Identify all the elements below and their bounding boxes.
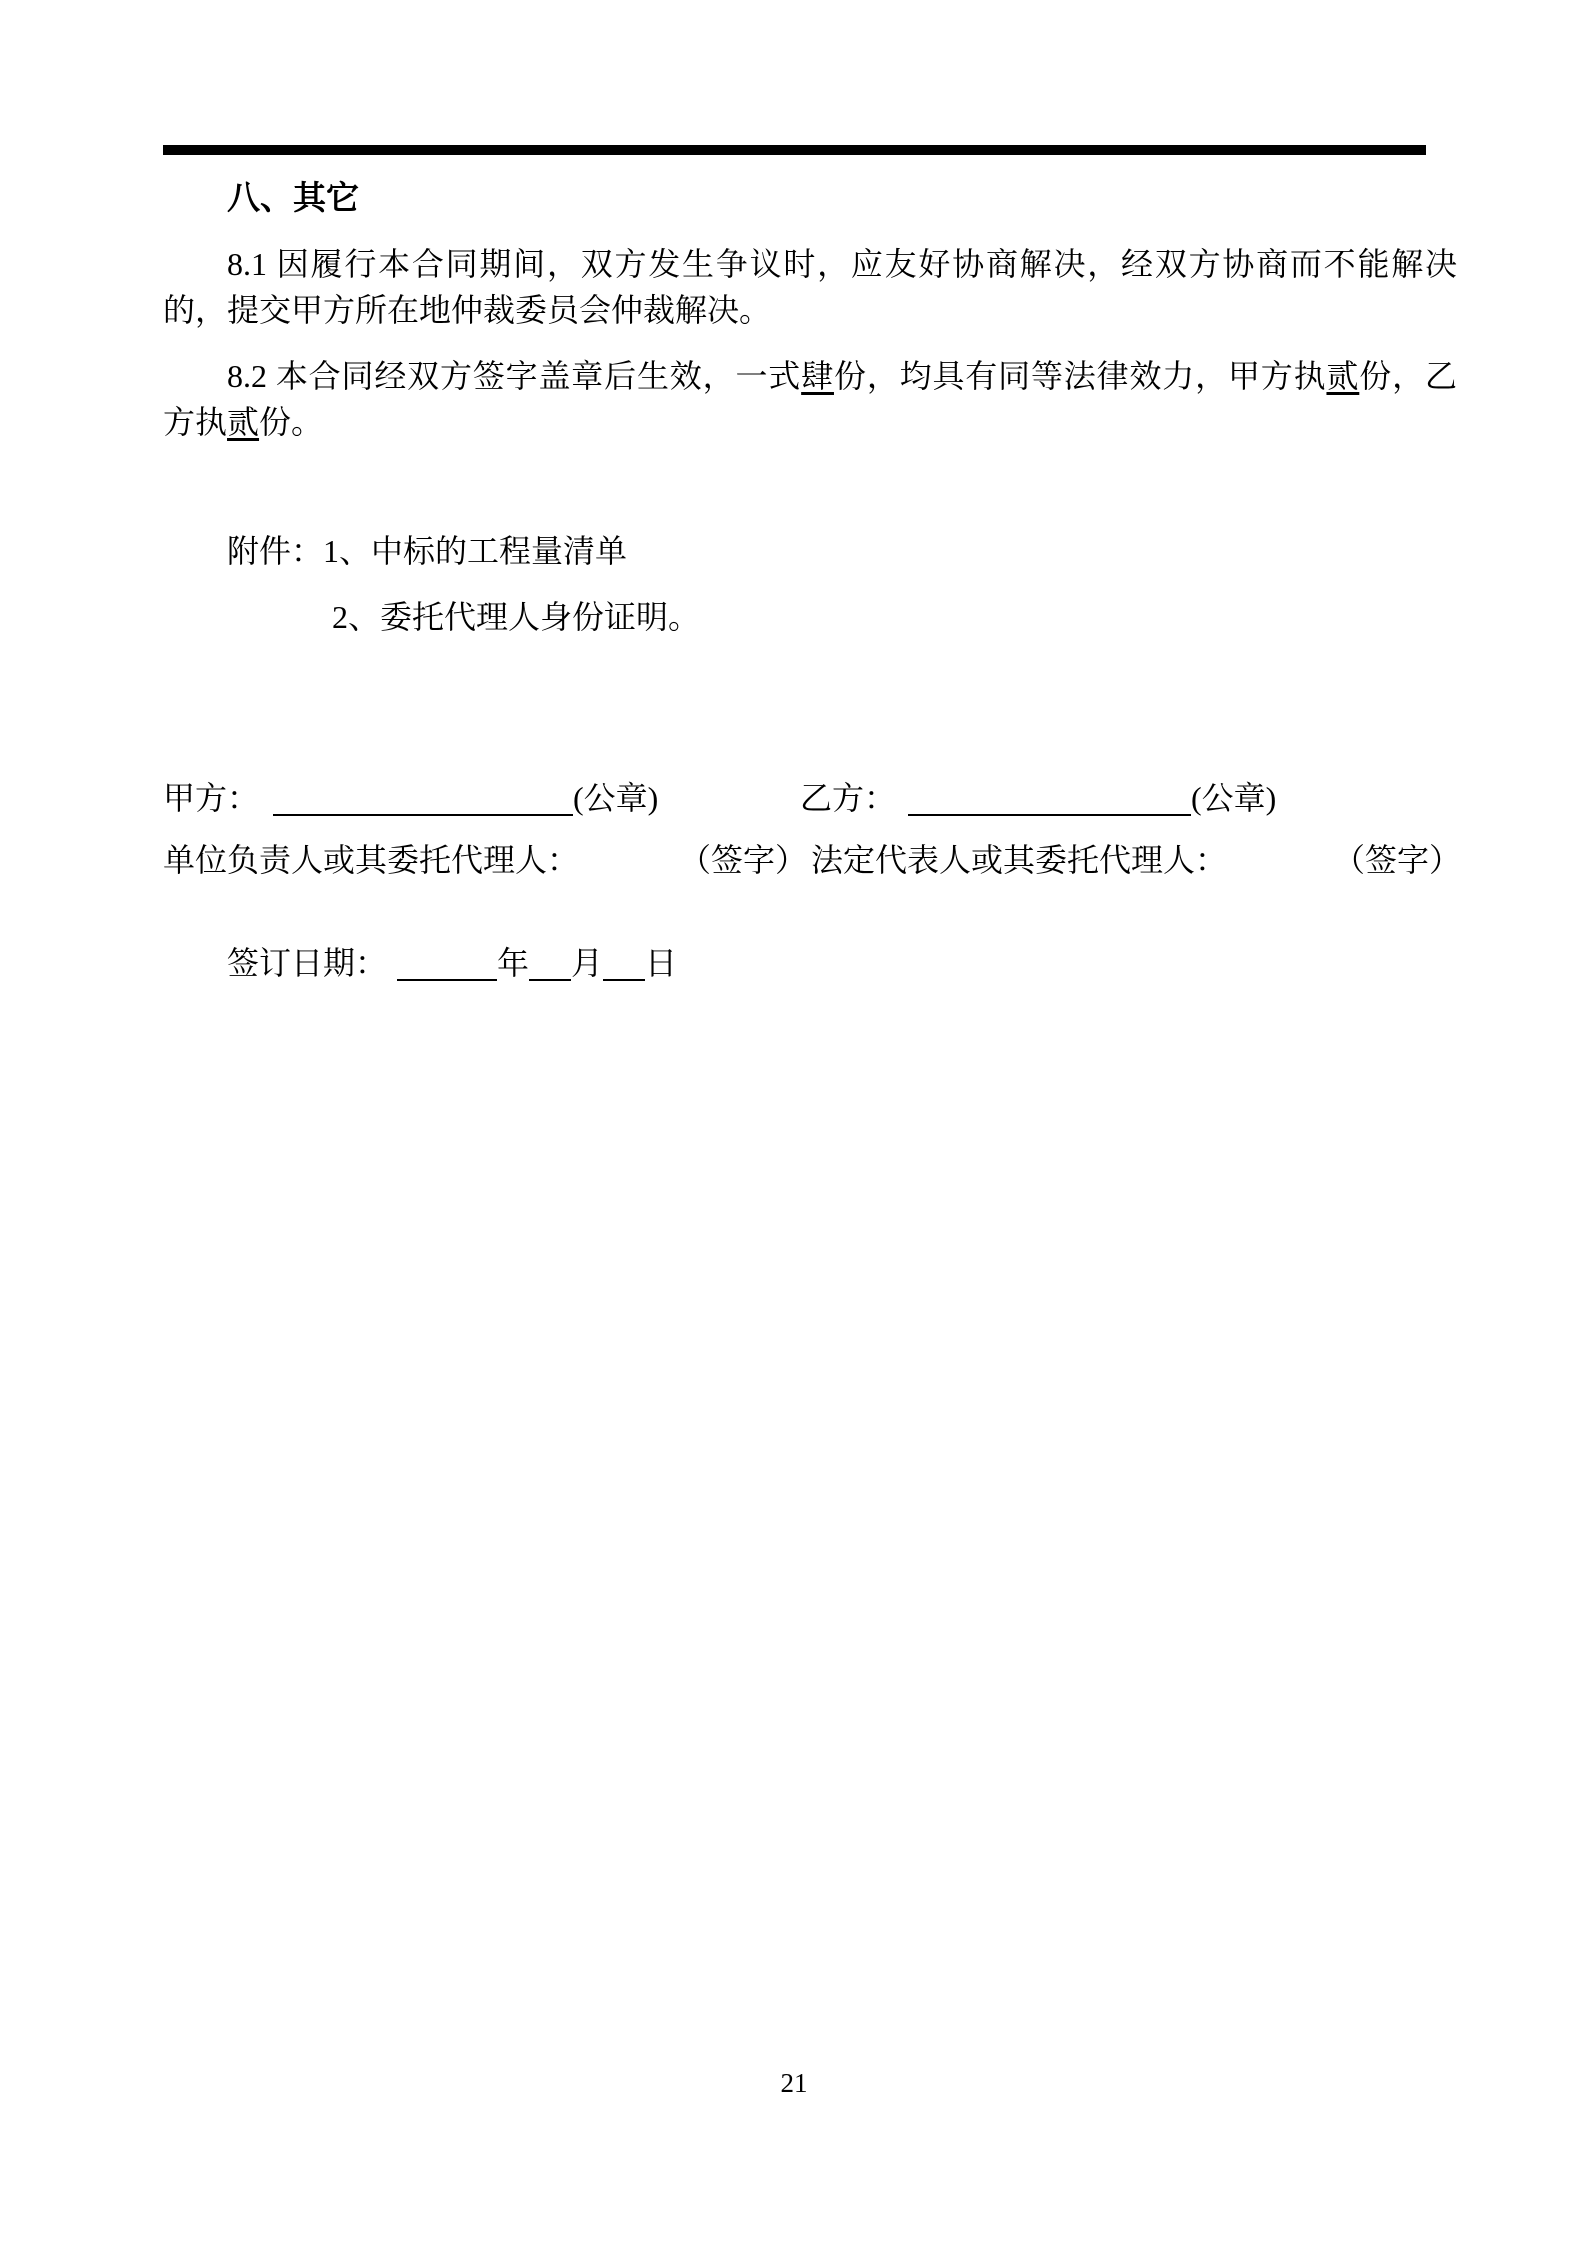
party-a-copies-underlined: 贰: [1326, 358, 1360, 394]
attachment-item-2: 2、委托代理人身份证明。: [332, 599, 701, 635]
rep-a-sign-note: （签字）: [679, 842, 808, 878]
seal-signature-row: [163, 776, 1457, 820]
rep-b-sign-note: （签字）: [1333, 842, 1462, 878]
party-b-seal-group: [800, 776, 1276, 820]
clause-8-2-text: 份。: [259, 404, 324, 440]
party-a-seal-note: (公章): [573, 780, 659, 816]
day-label: 日: [645, 945, 678, 981]
clause-8-1: 8.1 因履行本合同期间，双方发生争议时，应友好协商解决，经双方协商而不能解决的，提交甲方所在地仲裁委员会仲裁解决。: [163, 246, 1457, 328]
year-label: 年: [497, 945, 530, 981]
rep-a-label: 单位负责人或其委托代理人：: [163, 842, 580, 878]
month-label: 月: [571, 945, 604, 981]
party-a-label: 甲方：: [163, 780, 260, 816]
representative-signature-row: [163, 838, 1462, 882]
month-blank: [529, 943, 571, 981]
attachment-item-1: 附件：1、中标的工程量清单: [227, 533, 628, 569]
clause-8-2-text: 份，乙方执: [163, 358, 1457, 440]
clause-8-2-text: 份，均具有同等法律效力，甲方执: [833, 358, 1327, 394]
party-b-copies-underlined: 贰: [227, 404, 260, 440]
day-blank: [603, 943, 645, 981]
page-number: 21: [780, 2068, 808, 2098]
header-rule: [163, 145, 1426, 155]
clause-8-2: [163, 353, 1457, 445]
clause-8-2-text: 8.2 本合同经双方签字盖章后生效，一式: [227, 358, 802, 394]
date-label: 签订日期：: [227, 945, 388, 981]
party-a-name-blank: [273, 778, 573, 816]
signing-date-row: [163, 941, 1457, 985]
year-blank: [397, 943, 497, 981]
copies-total-underlined: 肆: [801, 358, 834, 394]
party-b-seal-note: (公章): [1191, 780, 1277, 816]
rep-b-label: 法定代表人或其委托代理人：: [811, 842, 1228, 878]
section-heading: 八、其它: [227, 181, 359, 217]
party-b-label: 乙方：: [800, 780, 897, 816]
party-b-name-blank: [908, 778, 1191, 816]
